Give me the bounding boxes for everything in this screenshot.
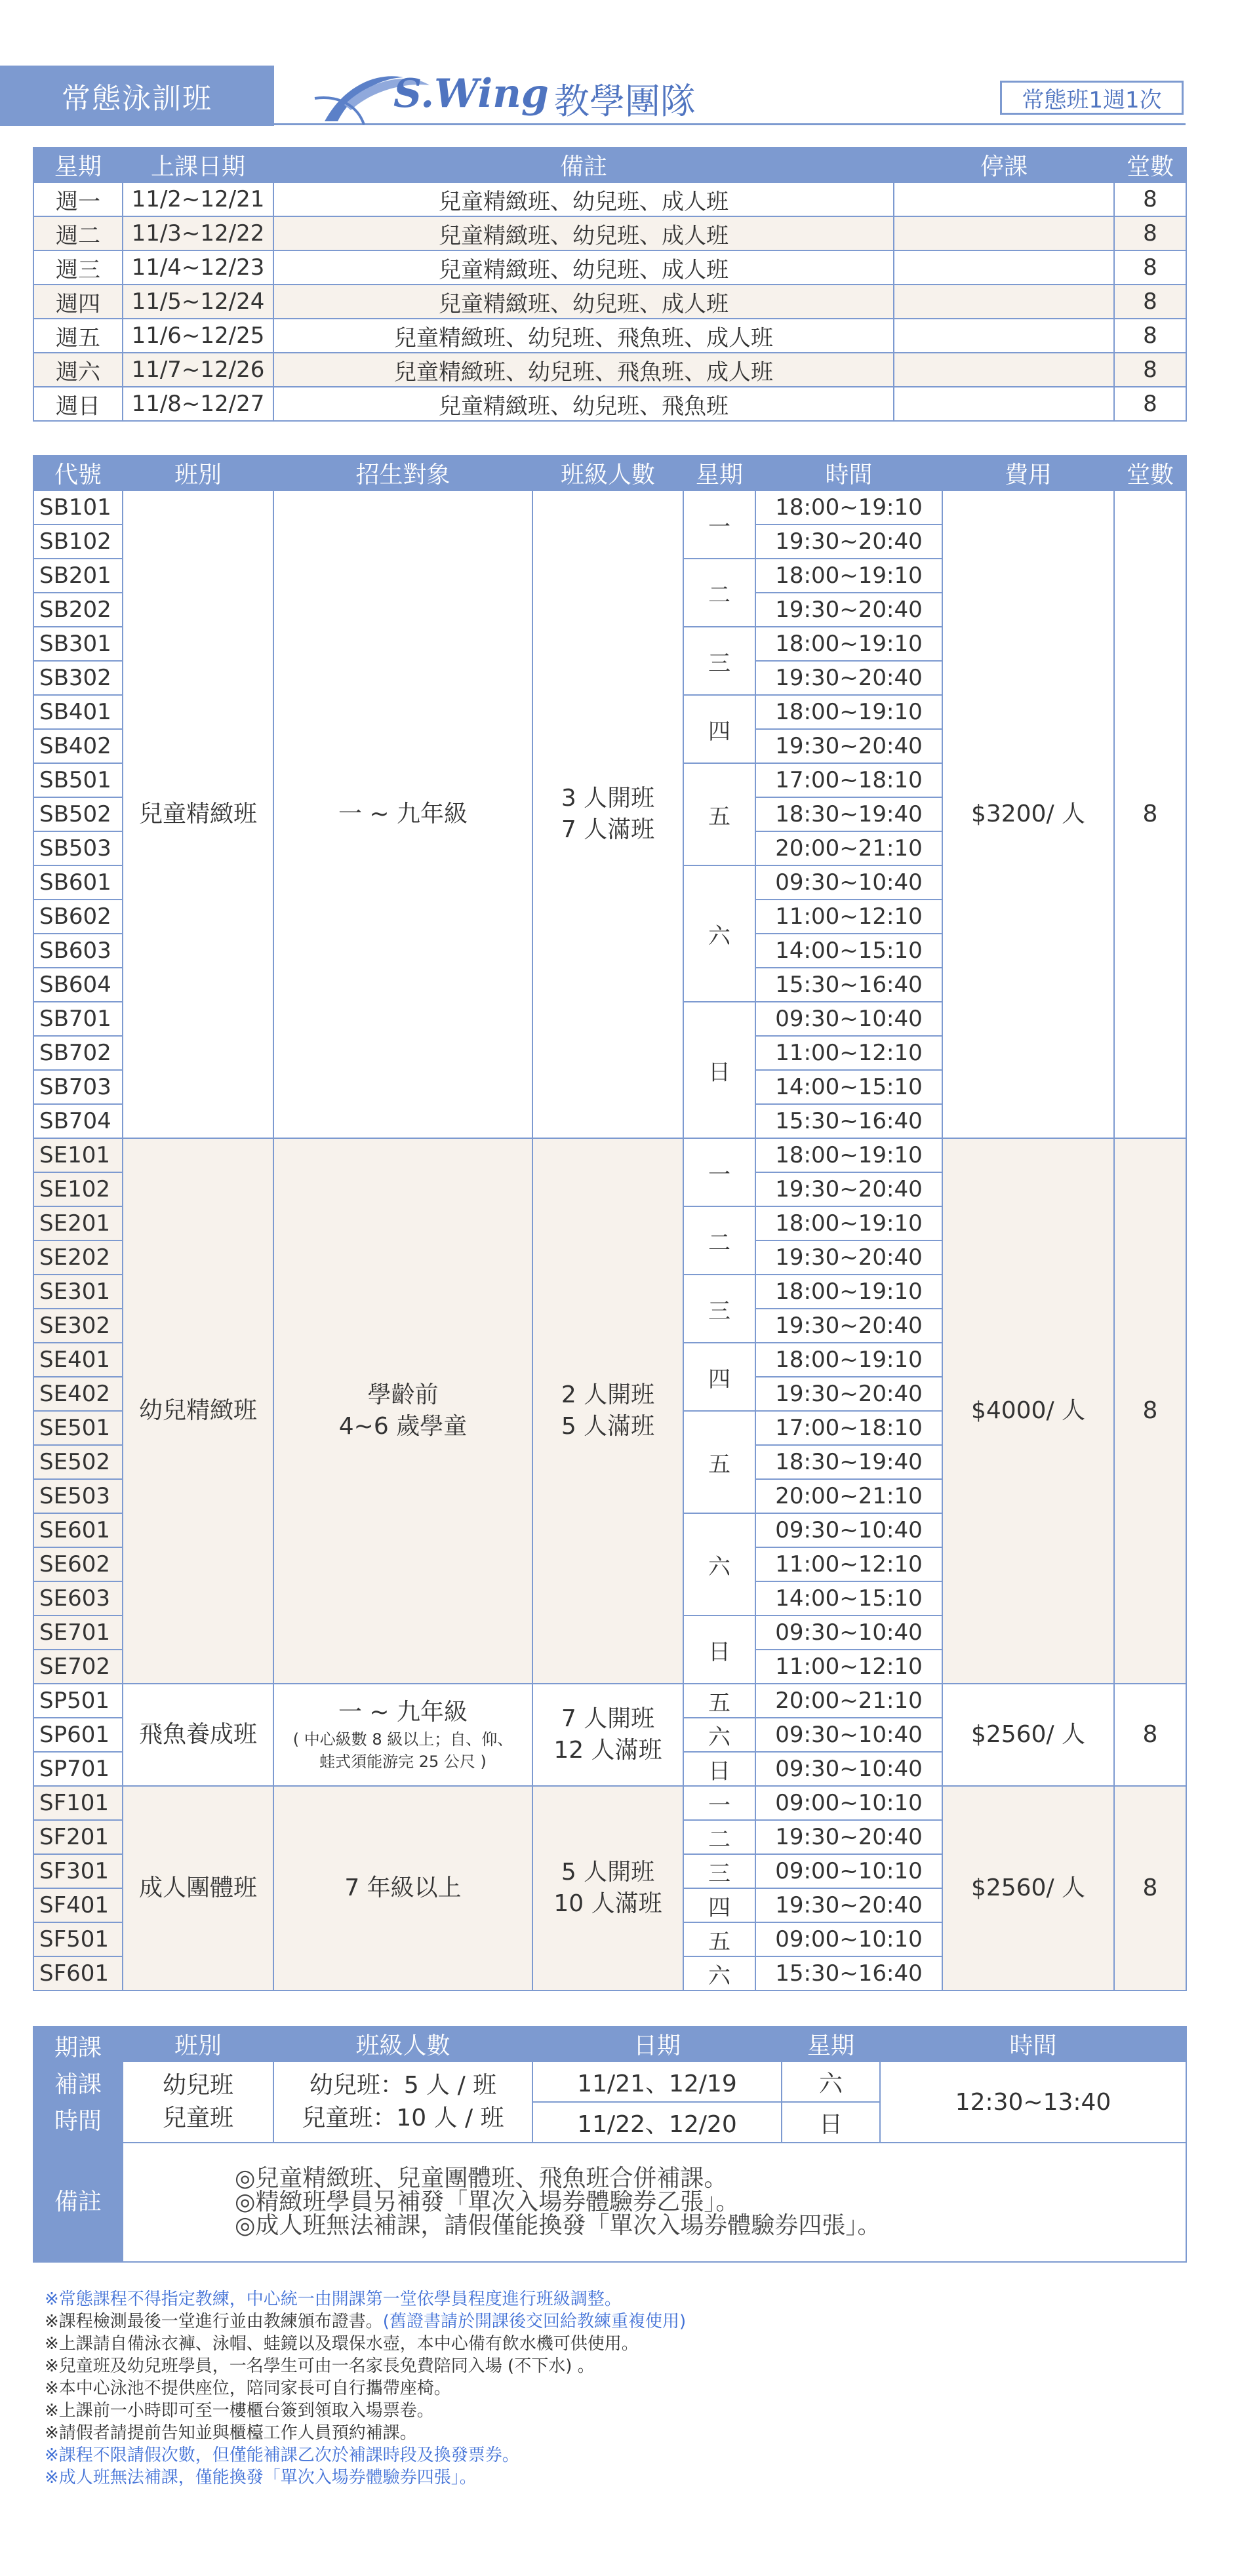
weekday: 一 (683, 1786, 755, 1820)
weekday: 五 (683, 763, 755, 865)
weekday: 二 (683, 1206, 755, 1275)
class-time: 19:30~20:40 (755, 661, 942, 695)
col-header-time: 時間 (755, 456, 942, 490)
remark-line: ◎成人班無法補課，請假僅能換發「單次入場券體驗券四張」。 (235, 2212, 881, 2239)
note-line: ※請假者請提前告知並與櫃檯工作人員預約補課。 (45, 2423, 417, 2443)
class-time: 19:30~20:40 (755, 1240, 942, 1275)
class-code: SE301 (33, 1275, 123, 1309)
class-code: SE603 (33, 1581, 123, 1615)
logo-text: S.Wing (393, 71, 549, 117)
class-size (532, 490, 683, 1138)
table-row (33, 1684, 1186, 1718)
side-label-1: 期課 (54, 2034, 102, 2061)
makeup-header-day: 星期 (782, 2027, 880, 2061)
class-code: SE101 (33, 1138, 123, 1172)
class-code: SB501 (33, 763, 123, 797)
class-code: SE402 (33, 1377, 123, 1411)
class-code: SE302 (33, 1309, 123, 1343)
count: 8 (1114, 182, 1186, 216)
makeup-class-2: 兒童班 (162, 2105, 233, 2131)
class-time: 20:00~21:10 (755, 831, 942, 865)
class-code: SB503 (33, 831, 123, 865)
note: 兒童精緻班、幼兒班、成人班 (273, 182, 894, 216)
weekday: 一 (683, 1138, 755, 1206)
class-time: 09:30~10:40 (755, 1513, 942, 1547)
class-size (532, 1786, 683, 1991)
class-time: 18:00~19:10 (755, 1275, 942, 1309)
weekday: 日 (683, 1615, 755, 1684)
class-code: SB702 (33, 1036, 123, 1070)
note-line (45, 2310, 1192, 2333)
target-line: 一 ~ 九年級 (338, 1699, 468, 1726)
table-row (33, 319, 1186, 353)
note: 兒童精緻班、幼兒班、成人班 (273, 216, 894, 250)
count: 8 (1114, 319, 1186, 353)
class-time: 09:30~10:40 (755, 1002, 942, 1036)
weekday: 四 (683, 695, 755, 763)
weekday: 五 (683, 1411, 755, 1513)
class-code: SB603 (33, 934, 123, 968)
makeup-table (33, 2026, 1187, 2263)
class-code: SE502 (33, 1445, 123, 1479)
class-time: 18:00~19:10 (755, 490, 942, 525)
class-name: 飛魚養成班 (123, 1684, 273, 1786)
makeup-header-class: 班別 (123, 2027, 273, 2061)
class-code: SE702 (33, 1650, 123, 1684)
dates: 11/7~12/26 (123, 353, 273, 387)
class-name: 兒童精緻班 (123, 490, 273, 1138)
class-size (532, 1138, 683, 1684)
class-time: 19:30~20:40 (755, 593, 942, 627)
weekday: 五 (683, 1684, 755, 1718)
class-time: 14:00~15:10 (755, 1581, 942, 1615)
makeup-time: 12:30~13:40 (880, 2061, 1186, 2143)
class-code: SB301 (33, 627, 123, 661)
class-time: 18:00~19:10 (755, 559, 942, 593)
size-line: 7 人滿班 (561, 816, 655, 843)
col-header-count: 堂數 (1114, 456, 1186, 490)
weekday: 四 (683, 1343, 755, 1411)
makeup-remarks (123, 2143, 1186, 2262)
class-time: 18:00~19:10 (755, 1343, 942, 1377)
class-time: 18:00~19:10 (755, 695, 942, 729)
class-count: 8 (1114, 1138, 1186, 1684)
table-row (33, 1786, 1186, 1820)
class-target (273, 1684, 532, 1786)
stop (894, 216, 1114, 250)
makeup-day-1: 六 (782, 2061, 880, 2102)
class-code: SE602 (33, 1547, 123, 1581)
class-size (532, 1684, 683, 1786)
makeup-header-time: 時間 (880, 2027, 1186, 2061)
col-header-class: 班別 (123, 456, 273, 490)
class-fee: $4000/ 人 (942, 1138, 1114, 1684)
note-line: ※課程不限請假次數，但僅能補課乙次於補課時段及換發票券。 (45, 2446, 519, 2465)
makeup-day-2: 日 (782, 2102, 880, 2143)
note-line: ※上課前一小時即可至一樓櫃台簽到領取入場票卷。 (45, 2401, 434, 2421)
remark-label: 備註 (33, 2143, 123, 2262)
class-time: 19:30~20:40 (755, 1172, 942, 1206)
class-time: 11:00~12:10 (755, 1036, 942, 1070)
makeup-classes (123, 2061, 273, 2143)
table-row (33, 353, 1186, 387)
stop (894, 285, 1114, 319)
weekday: 三 (683, 627, 755, 695)
class-time: 18:00~19:10 (755, 1138, 942, 1172)
weekday: 日 (683, 1002, 755, 1138)
side-label-2: 補課 (54, 2071, 102, 2098)
class-code: SE201 (33, 1206, 123, 1240)
weekday: 三 (683, 1854, 755, 1888)
class-time: 19:30~20:40 (755, 1377, 942, 1411)
count: 8 (1114, 285, 1186, 319)
size-line: 10 人滿班 (553, 1890, 662, 1917)
class-time: 15:30~16:40 (755, 968, 942, 1002)
makeup-class-1: 幼兒班 (162, 2072, 233, 2099)
class-time: 09:30~10:40 (755, 865, 942, 900)
day: 週四 (33, 285, 123, 319)
weekday: 二 (683, 1820, 755, 1854)
col-header-weekday: 星期 (683, 456, 755, 490)
class-code: SE102 (33, 1172, 123, 1206)
class-time: 18:30~19:40 (755, 1445, 942, 1479)
target-line: 4~6 歲學童 (338, 1413, 468, 1440)
class-code: SB201 (33, 559, 123, 593)
class-code: SB701 (33, 1002, 123, 1036)
table-row (33, 490, 1186, 525)
class-count: 8 (1114, 490, 1186, 1138)
target-line: 一 ~ 九年級 (338, 801, 468, 827)
class-time: 09:00~10:10 (755, 1854, 942, 1888)
class-code: SE501 (33, 1411, 123, 1445)
classes-table (33, 455, 1187, 1991)
dates: 11/8~12/27 (123, 387, 273, 421)
class-code: SB703 (33, 1070, 123, 1104)
class-time: 19:30~20:40 (755, 729, 942, 763)
class-code: SF401 (33, 1888, 123, 1922)
weekday: 四 (683, 1888, 755, 1922)
class-time: 19:30~20:40 (755, 1309, 942, 1343)
class-code: SB502 (33, 797, 123, 831)
class-time: 09:30~10:40 (755, 1615, 942, 1650)
col-header-fee: 費用 (942, 456, 1114, 490)
makeup-date-2: 11/22、12/20 (532, 2102, 782, 2143)
table-row (33, 1138, 1186, 1172)
table-row (33, 285, 1186, 319)
weekday: 日 (683, 1752, 755, 1786)
class-code: SB704 (33, 1104, 123, 1138)
class-time: 09:30~10:40 (755, 1718, 942, 1752)
class-fee: $2560/ 人 (942, 1786, 1114, 1991)
class-time: 11:00~12:10 (755, 900, 942, 934)
target-line: ( 中心級數 8 級以上；自、仰、 (292, 1730, 513, 1749)
weekday: 六 (683, 865, 755, 1002)
note: 兒童精緻班、幼兒班、飛魚班 (273, 387, 894, 421)
note-line: ※成人班無法補課，僅能換發「單次入場券體驗券四張」。 (45, 2468, 477, 2487)
stop (894, 387, 1114, 421)
count: 8 (1114, 250, 1186, 285)
count: 8 (1114, 387, 1186, 421)
stop (894, 182, 1114, 216)
dates: 11/2~12/21 (123, 182, 273, 216)
note-line: ※上課請自備泳衣褲、泳帽、蛙鏡以及環保水壺，本中心備有飲水機可供使用。 (45, 2334, 639, 2354)
col-header-note: 備註 (273, 148, 894, 182)
target-line: 蛙式須能游完 25 公尺 ) (319, 1753, 487, 1771)
remark-line: ◎精緻班學員另補發「單次入場券體驗券乙張」。 (235, 2189, 740, 2215)
size-line: 5 人開班 (561, 1859, 655, 1886)
class-fee: $2560/ 人 (942, 1684, 1114, 1786)
class-target (273, 1786, 532, 1991)
target-line: 7 年級以上 (344, 1874, 462, 1901)
class-time: 14:00~15:10 (755, 1070, 942, 1104)
class-code: SF101 (33, 1786, 123, 1820)
day: 週六 (33, 353, 123, 387)
class-code: SB401 (33, 695, 123, 729)
weekday: 二 (683, 559, 755, 627)
col-header-stop: 停課 (894, 148, 1114, 182)
dates: 11/4~12/23 (123, 250, 273, 285)
day: 週二 (33, 216, 123, 250)
team-name: 教學團隊 (554, 81, 696, 122)
note-line: ※本中心泳池不提供座位，陪同家長可自行攜帶座椅。 (45, 2379, 451, 2398)
class-time: 17:00~18:10 (755, 763, 942, 797)
weekday: 六 (683, 1956, 755, 1991)
size-line: 3 人開班 (561, 785, 655, 812)
class-code: SB602 (33, 900, 123, 934)
class-time: 18:00~19:10 (755, 1206, 942, 1240)
class-time: 15:30~16:40 (755, 1104, 942, 1138)
class-time: 09:00~10:10 (755, 1922, 942, 1956)
section-title: 常態泳訓班 (0, 66, 274, 126)
class-code: SB604 (33, 968, 123, 1002)
note: 兒童精緻班、幼兒班、成人班 (273, 285, 894, 319)
class-code: SB402 (33, 729, 123, 763)
col-header-target: 招生對象 (273, 456, 532, 490)
target-line: 學齡前 (367, 1381, 439, 1408)
makeup-side-label (33, 2027, 123, 2143)
makeup-size-2: 兒童班：10 人 / 班 (302, 2105, 504, 2131)
class-code: SP601 (33, 1718, 123, 1752)
class-time: 20:00~21:10 (755, 1684, 942, 1718)
size-line: 7 人開班 (561, 1705, 655, 1732)
remark-line: ◎兒童精緻班、兒童團體班、飛魚班合併補課。 (235, 2165, 728, 2192)
class-time: 11:00~12:10 (755, 1547, 942, 1581)
weekday: 一 (683, 490, 755, 559)
size-line: 5 人滿班 (561, 1413, 655, 1440)
class-code: SF301 (33, 1854, 123, 1888)
class-code: SB202 (33, 593, 123, 627)
class-fee: $3200/ 人 (942, 490, 1114, 1138)
dates: 11/5~12/24 (123, 285, 273, 319)
weekday: 五 (683, 1922, 755, 1956)
class-code: SB102 (33, 525, 123, 559)
stop (894, 250, 1114, 285)
class-time: 18:30~19:40 (755, 797, 942, 831)
class-time: 18:00~19:10 (755, 627, 942, 661)
frequency-badge: 常態班1週1次 (1000, 81, 1184, 115)
note-line: ※兒童班及幼兒班學員，一名學生可由一名家長免費陪同入場 (不下水) 。 (45, 2356, 595, 2376)
class-code: SE401 (33, 1343, 123, 1377)
stop (894, 319, 1114, 353)
makeup-size-1: 幼兒班：5 人 / 班 (309, 2072, 497, 2099)
note-highlight: (舊證書請於開課後交回給教練重複使用) (382, 2312, 687, 2331)
col-header-day: 星期 (33, 148, 123, 182)
makeup-header-date: 日期 (532, 2027, 782, 2061)
class-name: 成人團體班 (123, 1786, 273, 1991)
col-header-dates: 上課日期 (123, 148, 273, 182)
col-header-code: 代號 (33, 456, 123, 490)
day: 週五 (33, 319, 123, 353)
table-row (33, 250, 1186, 285)
side-label-3: 時間 (54, 2107, 102, 2135)
count: 8 (1114, 216, 1186, 250)
class-time: 15:30~16:40 (755, 1956, 942, 1991)
class-name: 幼兒精緻班 (123, 1138, 273, 1684)
class-code: SP701 (33, 1752, 123, 1786)
table-row (33, 216, 1186, 250)
class-code: SF201 (33, 1820, 123, 1854)
class-code: SE202 (33, 1240, 123, 1275)
schedule-table (33, 147, 1187, 422)
class-code: SE601 (33, 1513, 123, 1547)
weekday: 六 (683, 1718, 755, 1752)
class-code: SB601 (33, 865, 123, 900)
class-code: SP501 (33, 1684, 123, 1718)
stop (894, 353, 1114, 387)
class-target (273, 1138, 532, 1684)
weekday: 三 (683, 1275, 755, 1343)
class-code: SE503 (33, 1479, 123, 1513)
table-row (33, 182, 1186, 216)
count: 8 (1114, 353, 1186, 387)
class-code: SF501 (33, 1922, 123, 1956)
class-target (273, 490, 532, 1138)
note: 兒童精緻班、幼兒班、飛魚班、成人班 (273, 353, 894, 387)
class-time: 09:00~10:10 (755, 1786, 942, 1820)
day: 週一 (33, 182, 123, 216)
class-time: 11:00~12:10 (755, 1650, 942, 1684)
class-time: 17:00~18:10 (755, 1411, 942, 1445)
makeup-sizes (273, 2061, 532, 2143)
makeup-date-1: 11/21、12/19 (532, 2061, 782, 2102)
class-code: SF601 (33, 1956, 123, 1991)
weekday: 六 (683, 1513, 755, 1615)
note-line: ※常態課程不得指定教練，中心統一由開課第一堂依學員程度進行班級調整。 (45, 2289, 622, 2309)
notes-list (45, 2288, 1192, 2489)
class-time: 19:30~20:40 (755, 1820, 942, 1854)
col-header-size: 班級人數 (532, 456, 683, 490)
size-line: 2 人開班 (561, 1381, 655, 1408)
note-text: ※課程檢測最後一堂進行並由教練頒布證書。 (45, 2312, 383, 2331)
dates: 11/3~12/22 (123, 216, 273, 250)
day: 週日 (33, 387, 123, 421)
class-time: 20:00~21:10 (755, 1479, 942, 1513)
note: 兒童精緻班、幼兒班、成人班 (273, 250, 894, 285)
note: 兒童精緻班、幼兒班、飛魚班、成人班 (273, 319, 894, 353)
col-header-count: 堂數 (1114, 148, 1186, 182)
class-count: 8 (1114, 1684, 1186, 1786)
class-code: SB302 (33, 661, 123, 695)
class-code: SB101 (33, 490, 123, 525)
makeup-header-size: 班級人數 (273, 2027, 532, 2061)
class-time: 19:30~20:40 (755, 525, 942, 559)
class-time: 14:00~15:10 (755, 934, 942, 968)
class-code: SE701 (33, 1615, 123, 1650)
class-count: 8 (1114, 1786, 1186, 1991)
size-line: 12 人滿班 (553, 1737, 662, 1764)
dates: 11/6~12/25 (123, 319, 273, 353)
day: 週三 (33, 250, 123, 285)
class-time: 09:30~10:40 (755, 1752, 942, 1786)
table-row (33, 387, 1186, 421)
class-time: 19:30~20:40 (755, 1888, 942, 1922)
